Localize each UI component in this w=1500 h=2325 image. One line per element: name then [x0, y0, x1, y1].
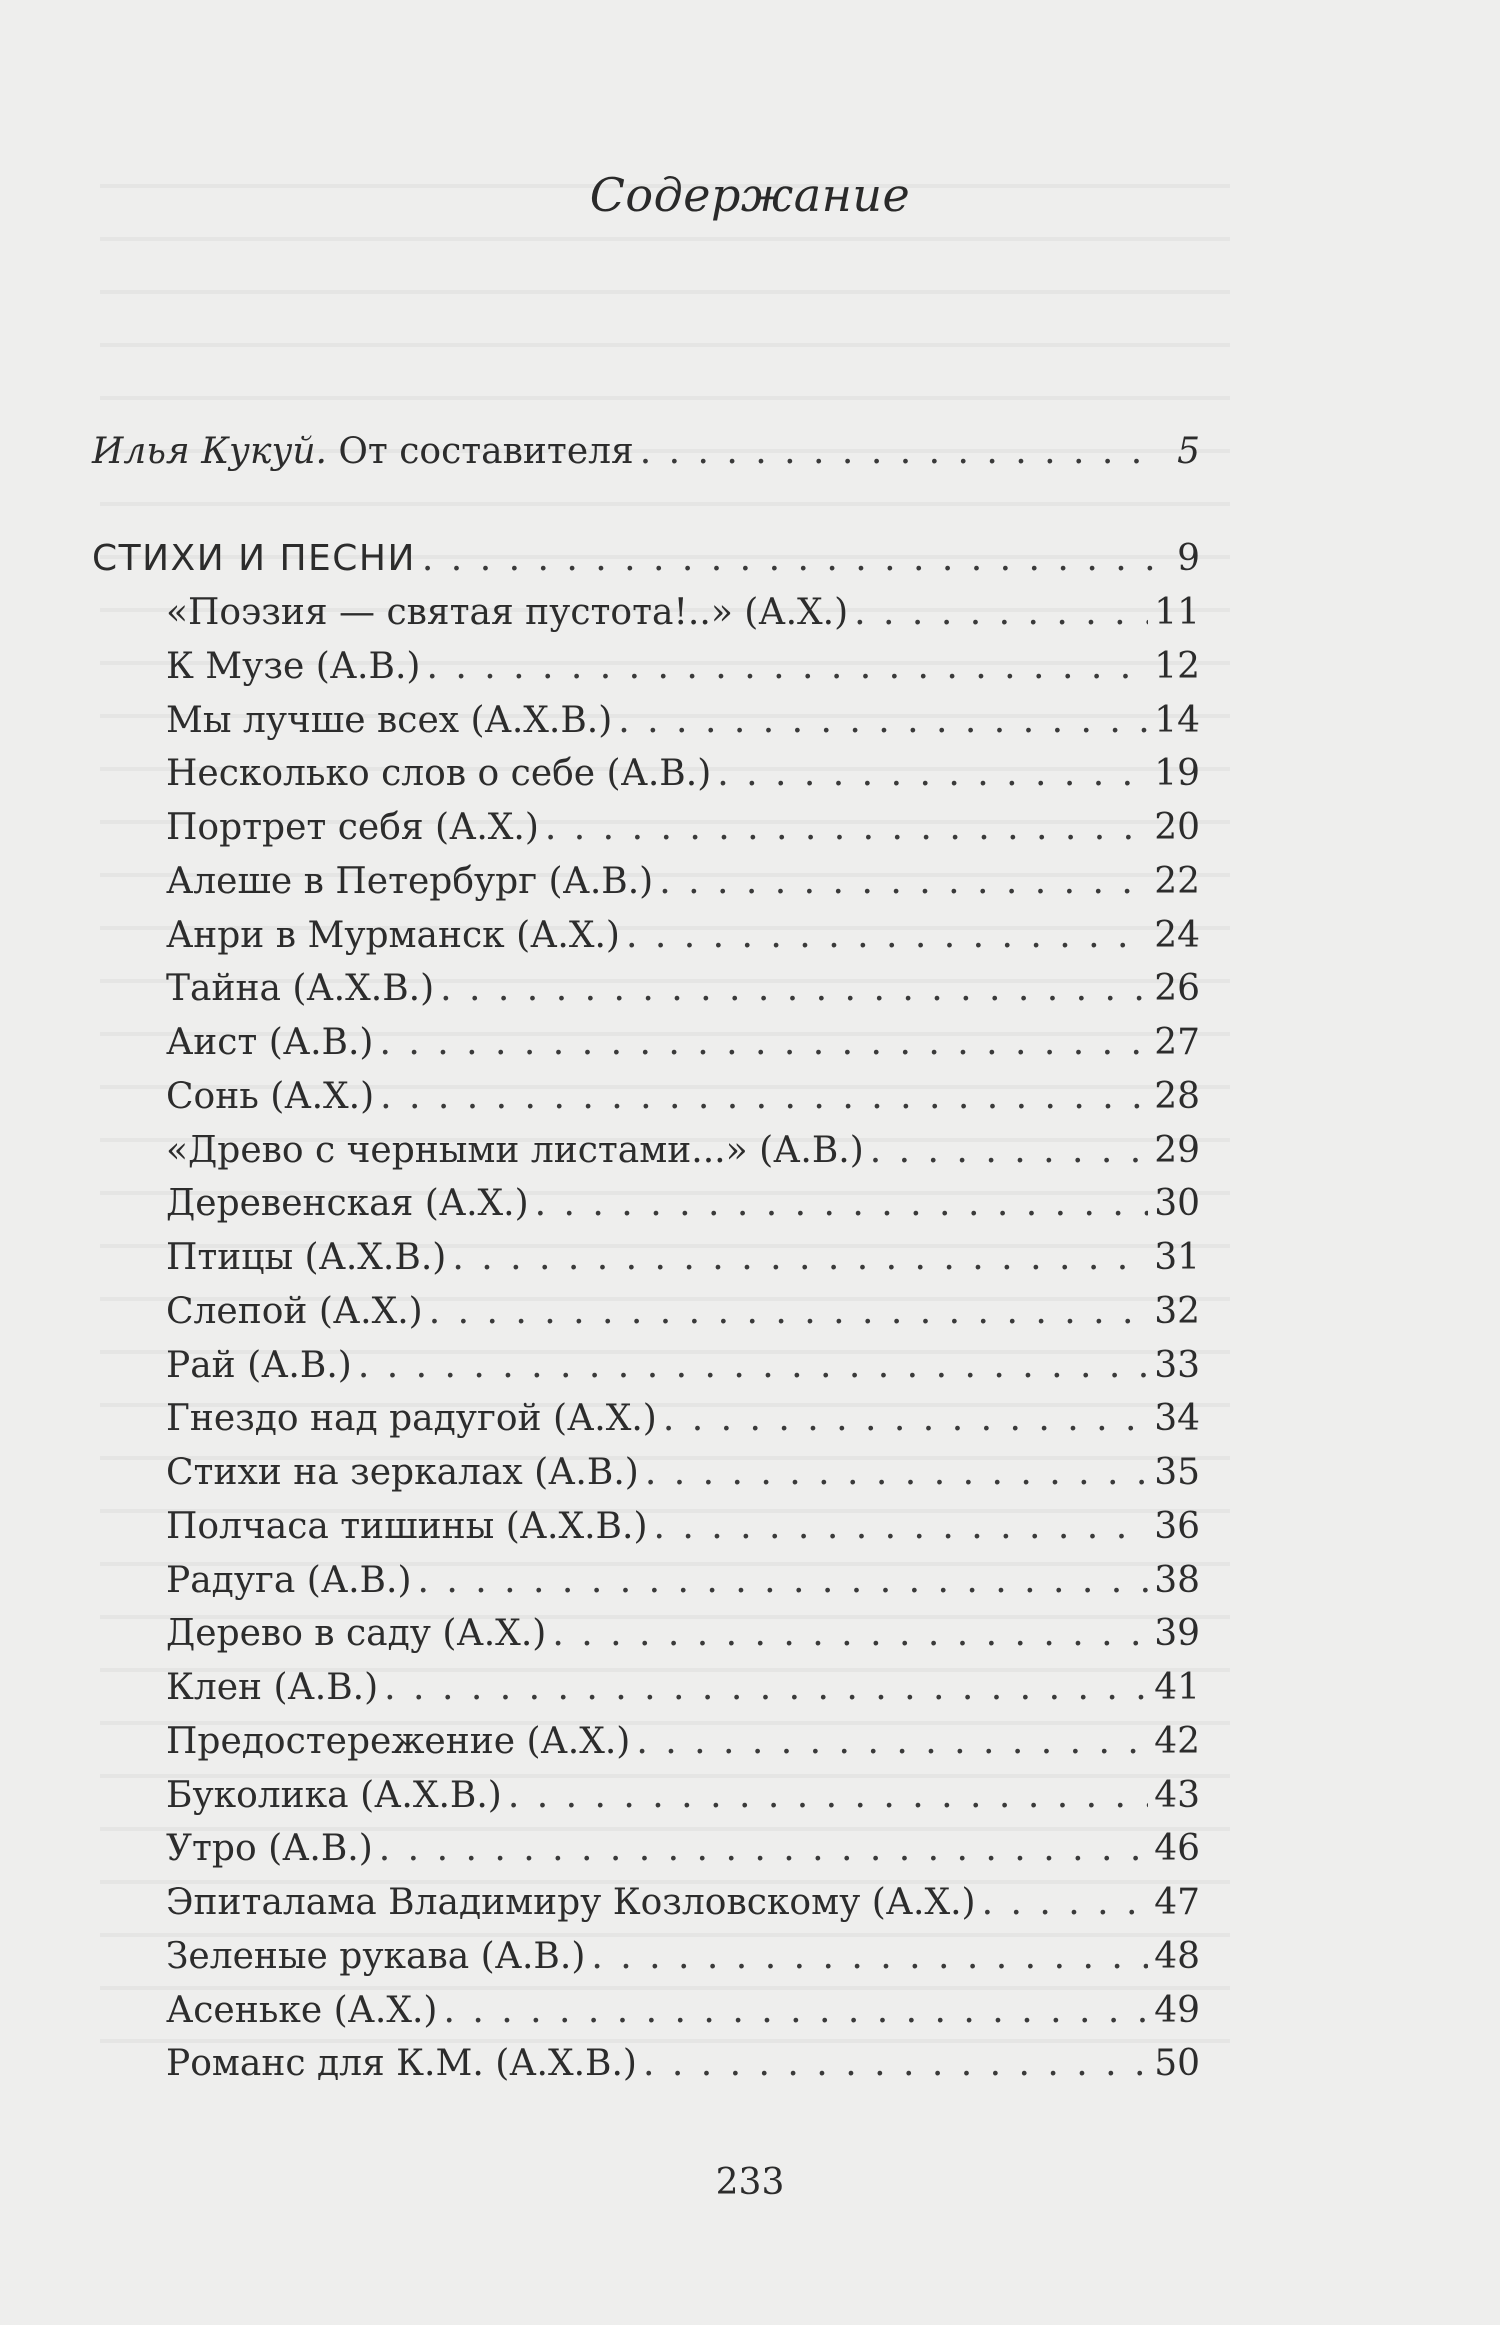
dot-leader: [626, 914, 1148, 958]
dot-leader: [429, 1290, 1148, 1334]
toc-entry-page: 49: [1154, 1990, 1200, 2031]
toc-entry: [166, 645, 1200, 689]
toc-entry-page: 41: [1154, 1667, 1200, 1708]
toc-section-page: 9: [1177, 538, 1200, 579]
toc-entry-title: Радуга (А.В.): [166, 1560, 412, 1601]
dot-leader: [640, 430, 1160, 474]
toc-entry: [166, 967, 1200, 1011]
toc-intro-author: Илья Кукуй.: [92, 431, 327, 472]
toc-intro-page: 5: [1177, 431, 1200, 472]
toc-entry-title: Рай (А.В.): [166, 1345, 352, 1386]
toc-entry: [166, 1505, 1200, 1549]
page-title: Содержание: [589, 168, 911, 222]
toc-entry-page: 38: [1154, 1560, 1200, 1601]
toc-entry: [166, 1075, 1200, 1119]
toc-intro-row: [92, 430, 1200, 474]
dot-leader: [545, 806, 1148, 850]
toc-entry-page: 46: [1154, 1828, 1200, 1869]
toc-entry-page: 32: [1154, 1291, 1200, 1332]
toc-entry-page: 14: [1154, 700, 1200, 741]
toc-entry-title: Мы лучше всех (А.Х.В.): [166, 700, 613, 741]
toc-entry-title: Портрет себя (А.Х.): [166, 807, 539, 848]
toc-entry-page: 12: [1154, 646, 1200, 687]
toc-entry-page: 36: [1154, 1506, 1200, 1547]
toc-entry: [166, 1451, 1200, 1495]
dot-leader: [870, 1129, 1148, 1173]
toc-entry-page: 48: [1154, 1936, 1200, 1977]
dot-leader: [358, 1344, 1148, 1388]
dot-leader: [535, 1182, 1149, 1226]
toc-entry: [166, 699, 1200, 743]
dot-leader: [643, 2042, 1148, 2086]
dot-leader: [552, 1612, 1148, 1656]
toc-entry-page: 50: [1154, 2043, 1200, 2084]
toc-entry-title: Утро (А.В.): [166, 1828, 373, 1869]
dot-leader: [418, 1559, 1149, 1603]
toc-entry-page: 34: [1154, 1398, 1200, 1439]
toc-entry-title: Аист (А.В.): [166, 1022, 374, 1063]
toc-intro-title: От составителя: [326, 431, 634, 472]
toc-entry-title: Алеше в Петербург (А.В.): [166, 861, 654, 902]
dot-leader: [440, 967, 1148, 1011]
toc-intro-label: [92, 430, 634, 474]
dot-leader: [384, 1666, 1148, 1710]
dot-leader: [717, 752, 1148, 796]
toc-entry: [166, 1827, 1200, 1871]
dot-leader: [854, 591, 1148, 635]
toc-entry: [166, 1774, 1200, 1818]
toc-entry-title: Клен (А.В.): [166, 1667, 379, 1708]
toc-entry-title: Зеленые рукава (А.В.): [166, 1936, 586, 1977]
toc-entry-page: 47: [1154, 1882, 1200, 1923]
dot-leader: [982, 1881, 1149, 1925]
toc-entry: [166, 1881, 1200, 1925]
toc-entry-title: Несколько слов о себе (А.В.): [166, 753, 712, 794]
toc-entry: [166, 1129, 1200, 1173]
toc-entry-page: 24: [1154, 915, 1200, 956]
toc-entry: [166, 752, 1200, 796]
toc-entry-title: Слепой (А.Х.): [166, 1291, 423, 1332]
toc-entry: [166, 1559, 1200, 1603]
toc-entry-page: 26: [1154, 968, 1200, 1009]
toc-entry: [166, 1236, 1200, 1280]
toc-section-row: [92, 537, 1200, 581]
toc-entry-page: 33: [1154, 1345, 1200, 1386]
toc-entry: [166, 1290, 1200, 1334]
toc-entry: [166, 591, 1200, 635]
toc-entry: [166, 1720, 1200, 1764]
toc-entry-page: 20: [1154, 807, 1200, 848]
dot-leader: [508, 1774, 1148, 1818]
toc-entry: [166, 1021, 1200, 1065]
page-number: 233: [715, 2162, 785, 2203]
dot-leader: [422, 537, 1160, 581]
dot-leader: [645, 1451, 1148, 1495]
toc-entry-title: Полчаса тишины (А.Х.В.): [166, 1506, 648, 1547]
toc-entry-title: Гнездо над радугой (А.Х.): [166, 1398, 657, 1439]
toc-entry: [166, 1397, 1200, 1441]
toc-entry-title: Стихи на зеркалах (А.В.): [166, 1452, 639, 1493]
toc-entry-title: Деревенская (А.Х.): [166, 1183, 529, 1224]
toc-entry-title: Романс для К.М. (А.Х.В.): [166, 2043, 637, 2084]
dot-leader: [663, 1397, 1148, 1441]
toc-entry-title: Сонь (А.Х.): [166, 1076, 375, 1117]
dot-leader: [618, 699, 1148, 743]
toc-entry-page: 35: [1154, 1452, 1200, 1493]
dot-leader: [426, 645, 1148, 689]
toc-entry-page: 39: [1154, 1613, 1200, 1654]
toc-entry-page: 43: [1154, 1775, 1200, 1816]
dot-leader: [380, 1075, 1148, 1119]
dot-leader: [659, 860, 1148, 904]
toc-entry: [166, 806, 1200, 850]
toc-entry-title: «Поэзия — святая пустота!..» (А.Х.): [166, 592, 849, 633]
toc-entry-title: К Музе (А.В.): [166, 646, 421, 687]
toc-entry: [166, 1344, 1200, 1388]
toc-entry-page: 27: [1154, 1022, 1200, 1063]
dot-leader: [636, 1720, 1148, 1764]
toc-entry: [166, 1666, 1200, 1710]
toc-entry: [166, 1612, 1200, 1656]
dot-leader: [452, 1236, 1148, 1280]
toc-entry-page: 22: [1154, 861, 1200, 902]
dot-leader: [443, 1989, 1148, 2033]
toc-entry-page: 31: [1154, 1237, 1200, 1278]
toc-entry-page: 11: [1154, 592, 1200, 633]
toc-entry-title: Асеньке (А.Х.): [166, 1990, 438, 2031]
toc-entry-page: 29: [1154, 1130, 1200, 1171]
toc-entry: [166, 914, 1200, 958]
toc-entry: [166, 1182, 1200, 1226]
toc-entry-title: «Древо с черными листами...» (А.В.): [166, 1130, 864, 1171]
toc-entry-page: 42: [1154, 1721, 1200, 1762]
toc-entry: [166, 1935, 1200, 1979]
toc-entry: [166, 1989, 1200, 2033]
toc-entry-page: 28: [1154, 1076, 1200, 1117]
dot-leader: [591, 1935, 1148, 1979]
dot-leader: [379, 1021, 1148, 1065]
toc-entry-page: 19: [1154, 753, 1200, 794]
toc-entry-title: Эпиталама Владимиру Козловскому (А.Х.): [166, 1882, 976, 1923]
toc-section-title: СТИХИ И ПЕСНИ: [92, 538, 416, 579]
toc-entry: [166, 860, 1200, 904]
toc-entry-title: Птицы (А.Х.В.): [166, 1237, 447, 1278]
dot-leader: [654, 1505, 1149, 1549]
toc-entry-title: Предостережение (А.Х.): [166, 1721, 631, 1762]
toc-entry-title: Тайна (А.Х.В.): [166, 968, 435, 1009]
toc-entry-title: Буколика (А.Х.В.): [166, 1775, 502, 1816]
toc-entry-page: 30: [1154, 1183, 1200, 1224]
toc-entry-title: Дерево в саду (А.Х.): [166, 1613, 547, 1654]
toc-entry: [166, 2042, 1200, 2086]
toc-entry-title: Анри в Мурманск (А.Х.): [166, 915, 620, 956]
dot-leader: [379, 1827, 1148, 1871]
